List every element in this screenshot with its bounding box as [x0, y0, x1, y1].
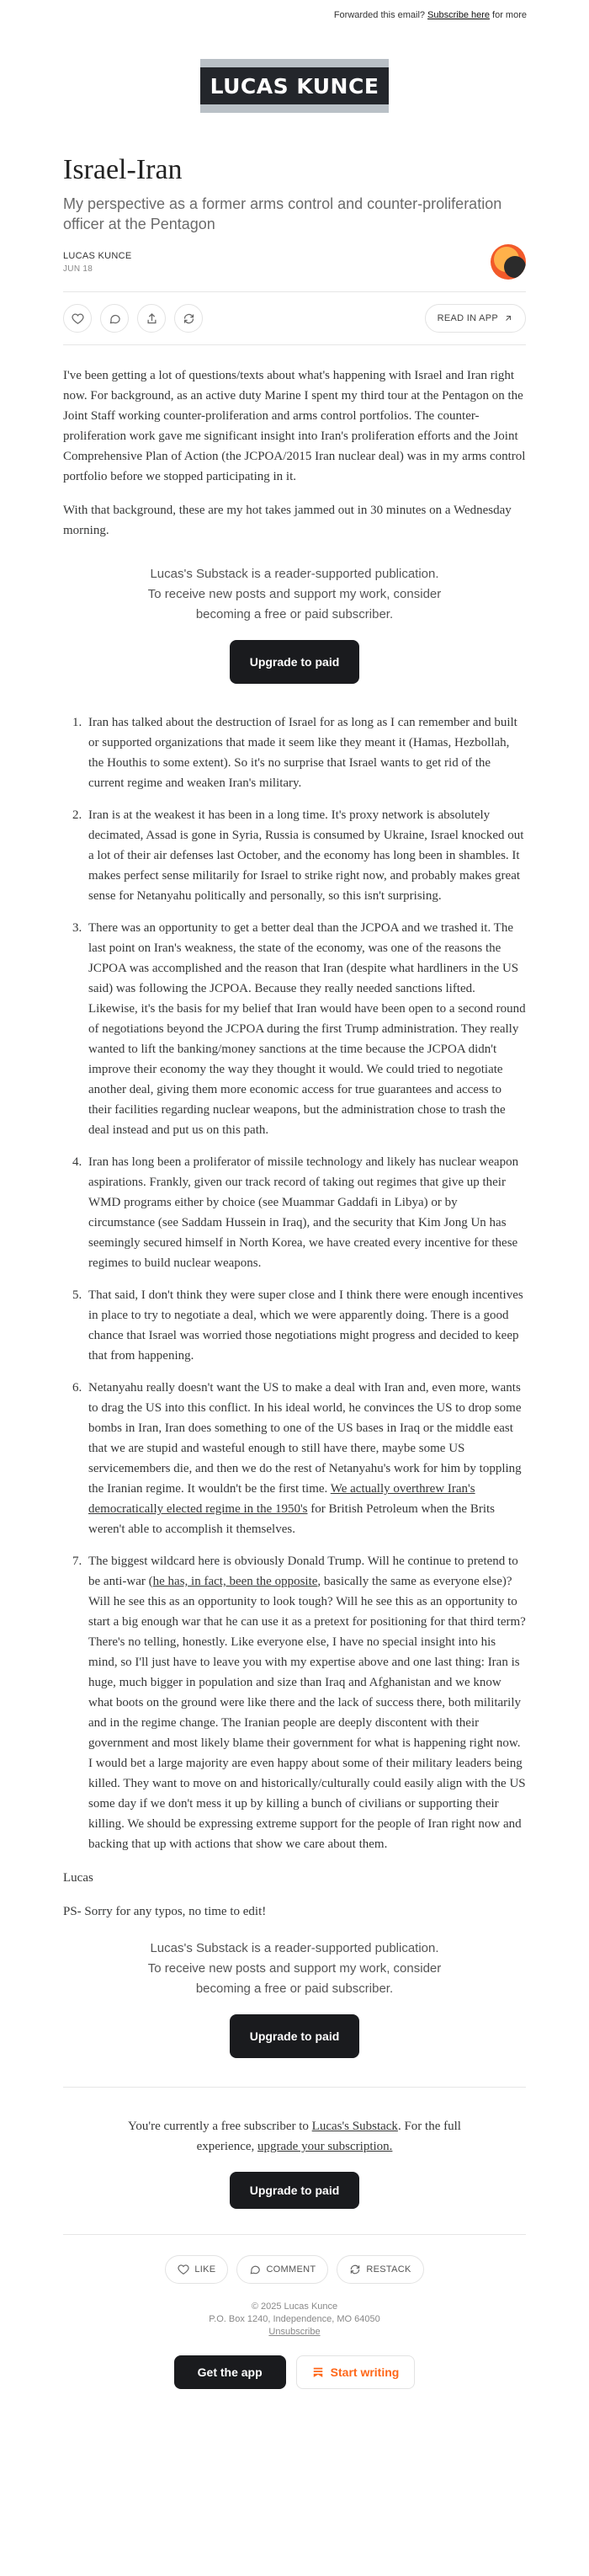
upgrade-to-paid-button[interactable]: Upgrade to paid: [230, 2172, 360, 2209]
heart-icon: [72, 312, 84, 325]
start-writing-button[interactable]: [296, 2355, 416, 2389]
list-text: , basically the same as everyone else)? Will he see this as an opportunity to look tough? Will he see this as an opportunity to start a big enough war that he can use it as a pretext for positioning for that third term? There's no telling, honestly. Like everyone else, I have no special insight into his mind, so I'll just have to leave you with my expertise above and one last thing: Iran is huge, much bigger in population and size than Iraq and Afghanistan and we know what boots on the ground were like there and the lack of success there, both militarily and in the regime change. The Iranian people are deeply discontent with their government and most likely blame their government for what is happening right now. I would bet a large majority are even happy about some of their military leaders being killed. They want to move on and historically/culturally could easily align with the US some day if we don't mess it up by killing a bunch of civilians or supporting their killing. We should be expressing extreme support for the people of Iran right now and backing that up with actions that show we care about them.: [88, 1575, 526, 1851]
intro-paragraph: I've been getting a lot of questions/texts about what's happening with Israel and Iran right now. For background, as an active duty Marine I spent my third tour at the Pentagon on the Joint Staff working counter-proliferation and arms control portfolios. The counter-proliferation work gave me significant insight into Iran's proliferation efforts and the Joint Comprehensive Plan of Action (the JCPOA/2015 Iran nuclear deal) was in my arms control portfolio before we stopped participating in it.: [63, 369, 526, 483]
byline-text: [63, 251, 132, 274]
substack-logo-icon: [312, 2366, 324, 2378]
list-item: 4. Iran has long been a proliferator of missile technology and likely has nuclear weapon aspirations. Frankly, given our track record of taking out regimes that give up their WMD programs either by choice (see Muammar Gaddafi in Libya) or by circumstance (see Saddam Hussein in Iraq), and the security that Kim Jong Un has seemingly secured himself in North Korea, we have created every incentive for these regimes to build nuclear weapons.: [85, 1152, 526, 1273]
free-text-part: You're currently a free subscriber to: [128, 2120, 312, 2133]
upgrade-subscription-link[interactable]: upgrade your subscription.: [257, 2140, 393, 2153]
divider: [63, 344, 526, 345]
footer-like-button[interactable]: [165, 2255, 228, 2284]
footer-restack-button[interactable]: [337, 2255, 423, 2284]
takes-list: [63, 712, 526, 1854]
restack-button[interactable]: [174, 304, 203, 333]
arrow-up-right-icon: [503, 313, 513, 323]
subscribe-here-link[interactable]: Subscribe here: [427, 10, 491, 20]
free-subscriber-text: [109, 2116, 480, 2157]
post-title[interactable]: Israel-Iran: [63, 154, 183, 185]
substack-link[interactable]: Lucas's Substack: [311, 2120, 398, 2133]
footer-info: [63, 2301, 526, 2339]
footer-comment-button[interactable]: [236, 2255, 328, 2284]
like-label: LIKE: [194, 2264, 216, 2275]
subscribe-widget: [63, 1939, 526, 2058]
read-in-app-label: READ IN APP: [437, 313, 498, 323]
footer-actions: [63, 2235, 526, 2284]
publication-logo[interactable]: [200, 59, 389, 113]
logo-band: [200, 67, 389, 104]
overthrew-iran-link[interactable]: We actually overthrew Iran's democratically elected regime in the 1950's: [88, 1482, 475, 1516]
comment-label: COMMENT: [266, 2264, 316, 2275]
forward-bar: [0, 0, 589, 30]
intro-paragraph: With that background, these are my hot takes jammed out in 30 minutes on a Wednesday morning.: [63, 504, 512, 537]
list-item: [85, 1378, 526, 1539]
signoff-name: Lucas: [63, 1871, 93, 1885]
like-button[interactable]: [63, 304, 92, 333]
subscribe-text: Lucas's Substack is a reader-supported publication. To receive new posts and support my work, consider becoming a free or paid subscriber.: [147, 1941, 442, 1996]
post-date: JUN 18: [63, 264, 93, 274]
upgrade-to-paid-button[interactable]: Upgrade to paid: [230, 640, 360, 684]
upgrade-to-paid-button[interactable]: Upgrade to paid: [230, 2014, 360, 2058]
get-the-app-button[interactable]: Get the app: [174, 2355, 286, 2389]
heart-icon: [178, 2264, 189, 2275]
post-body: [63, 365, 526, 2058]
list-text: for British Petroleum when the Brits weren't able to accomplish it themselves.: [88, 1502, 495, 1536]
list-item: [85, 1551, 526, 1854]
post-subtitle: My perspective as a former arms control and counter-proliferation officer at the Pentagon: [63, 195, 502, 232]
logo-text: LUCAS KUNCE: [210, 73, 379, 99]
logo-container: [0, 59, 589, 113]
free-text-part: . For the full experience,: [196, 2120, 461, 2153]
subscribe-text: Lucas's Substack is a reader-supported publication. To receive new posts and support my work, consider becoming a free or paid subscriber.: [147, 567, 442, 621]
comment-icon: [249, 2264, 261, 2275]
list-item: 5. That said, I don't think they were super close and I think there were enough incentives in place to try to negotiate a deal, which we were apparently doing. There is a good chance that Israel was worried those negotiations might progress and decided to keep that from happening.: [85, 1285, 526, 1366]
list-text: Netanyahu really doesn't want the US to make a deal with Iran and, even more, wants to drag the US into this conflict. In his ideal world, he convinces the US to drop some bombs in Iran, Iran does something to one of the US bases in Iraq or the middle east that we are stupid and wasteful enough to still have there, maybe some US servicemembers die, and then we do the rest of Netanyahu's work for him by toppling the Iranian regime. It wouldn't be the first time.: [88, 1381, 522, 1496]
copyright: © 2025 Lucas Kunce: [251, 2301, 338, 2312]
list-text: The biggest wildcard here is obviously Donald Trump. Will he continue to pretend to be anti-war (: [88, 1555, 518, 1588]
author-name[interactable]: LUCAS KUNCE: [63, 250, 132, 261]
for-more-text: for more: [492, 10, 527, 20]
forwarded-text: Forwarded this email?: [333, 10, 426, 20]
subscribe-widget: [63, 564, 526, 684]
free-subscriber-notice: [63, 2088, 526, 2209]
author-avatar[interactable]: [491, 244, 526, 280]
mailing-address: P.O. Box 1240, Independence, MO 64050: [209, 2314, 380, 2324]
share-button[interactable]: [137, 304, 166, 333]
unsubscribe-link[interactable]: Unsubscribe: [268, 2327, 321, 2337]
comment-icon: [109, 312, 121, 325]
opposite-link[interactable]: he has, in fact, been the opposite: [152, 1575, 318, 1588]
footer-buttons: [63, 2355, 526, 2389]
action-icons: [63, 304, 203, 333]
post-content: [63, 153, 526, 2389]
start-writing-label: Start writing: [330, 2365, 400, 2379]
list-item: 1. Iran has talked about the destruction of Israel for as long as I can remember and built or supported organizations that made it seem like they meant it (Hamas, Hezbollah, the Houthis to some extent). So it's no surprise that Israel wants to get rid of the current regime and weaken Iran's military.: [85, 712, 526, 793]
list-item: 2. Iran is at the weakest it has been in a long time. It's proxy network is absolutely decimated, Assad is gone in Syria, Russia is consumed by Ukraine, Israel knocked out a lot of their air defenses last October, and the economy has long been in shambles. It makes perfect sense militarily for Israel to strike right now, and probably makes great sense for Netanyahu politically and personally, so this isn't surprising.: [85, 805, 526, 906]
read-in-app-button[interactable]: [425, 304, 526, 333]
comment-button[interactable]: [100, 304, 129, 333]
restack-icon: [349, 2264, 361, 2275]
byline: [63, 244, 526, 280]
avatar-shape: [504, 256, 526, 278]
share-icon: [146, 312, 158, 325]
restack-icon: [183, 312, 195, 325]
list-item: 3. There was an opportunity to get a better deal than the JCPOA and we trashed it. The last point on Iran's weakness, the state of the economy, was one of the reasons the JCPOA was accomplished and the reason that Iran (despite what hardliners in the US said) was following the JCPOA. Because they really needed sanctions lifted. Likewise, it's the basis for my belief that Iran would have been open to a second round of negotiations beyond the JCPOA during the first Trump administration. They really wanted to lift the banking/money sanctions at the time because the JCPOA didn't improve their economy the way they thought it would. We could tried to negotiate another deal, giving them more economic access for true guarantees and access to their facilities regarding nuclear weapons, but the administration chose to trash the deal instead and put us on this path.: [85, 918, 526, 1140]
restack-label: RESTACK: [366, 2264, 411, 2275]
postscript: PS- Sorry for any typos, no time to edit!: [63, 1905, 267, 1918]
post-actions: [63, 292, 526, 344]
